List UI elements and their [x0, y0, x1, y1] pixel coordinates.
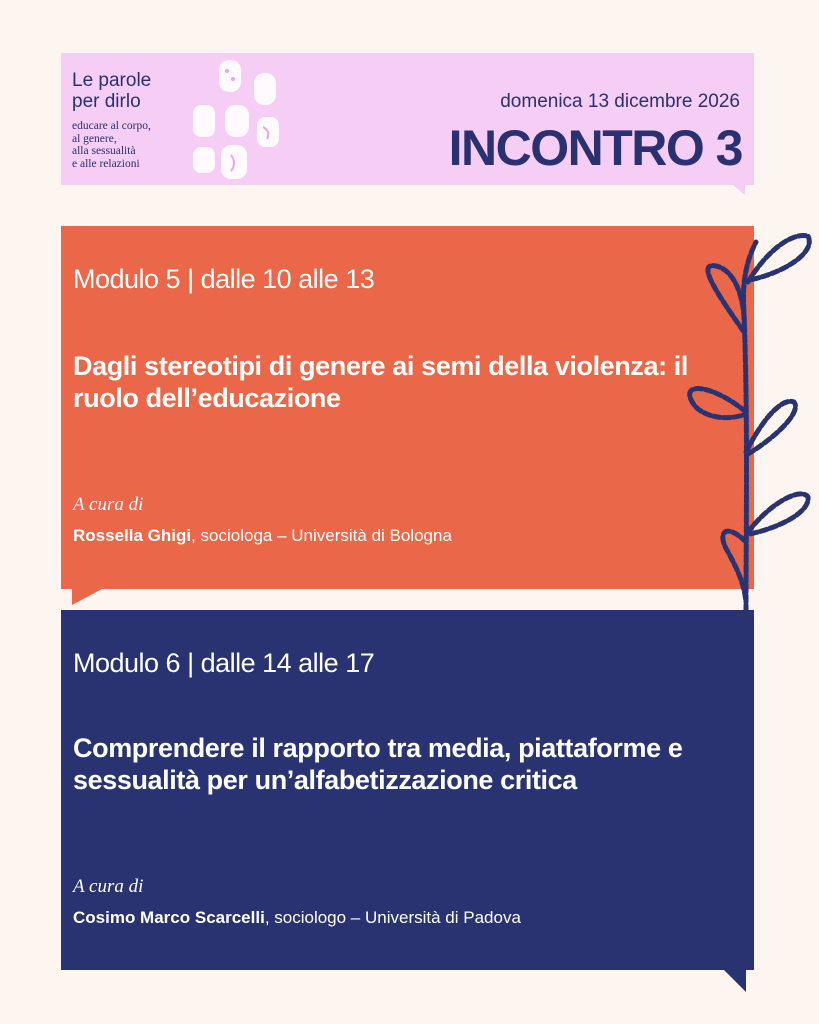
module-5-speaker — [73, 526, 452, 546]
module-6-speaker-name: Cosimo Marco Scarcelli — [73, 908, 265, 927]
module-5-bubble-tail — [72, 589, 102, 605]
event-date: domenica 13 dicembre 2026 — [500, 91, 740, 112]
module-5-title: Dagli stereotipi di genere ai semi della violenza: il ruolo dell’educazione — [73, 351, 689, 413]
logo-title: Le parole per dirlo — [72, 70, 152, 112]
leaf-branch-icon — [676, 222, 816, 622]
module-6-time: Modulo 6 | dalle 14 alle 17 — [73, 648, 375, 678]
module-6-card — [61, 610, 754, 970]
module-6-speaker-role: , sociologo – Università di Padova — [264, 908, 521, 927]
module-5-card — [61, 226, 754, 589]
module-5-speaker-name: Rossella Ghigi — [73, 526, 192, 545]
module-5-speaker-role: , sociologa – Università di Bologna — [191, 526, 452, 545]
module-6-speaker — [73, 908, 521, 928]
module-5-time: Modulo 5 | dalle 10 alle 13 — [73, 264, 375, 294]
module-5-cura: A cura di — [73, 494, 144, 515]
header-bubble-tail — [733, 185, 745, 195]
module-6-bubble-tail — [724, 970, 746, 992]
logo-subtitle: educare al corpo, al genere, alla sessualità e alle relazioni — [72, 120, 151, 170]
incontro-title: INCONTRO 3 — [448, 120, 742, 176]
module-6-cura: A cura di — [73, 876, 144, 897]
module-6-title: Comprendere il rapporto tra media, piattaforme e sessualità per un’alfabetizzazione critica — [73, 733, 683, 795]
logo-tiles-icon — [191, 55, 286, 183]
header-banner — [61, 53, 754, 185]
